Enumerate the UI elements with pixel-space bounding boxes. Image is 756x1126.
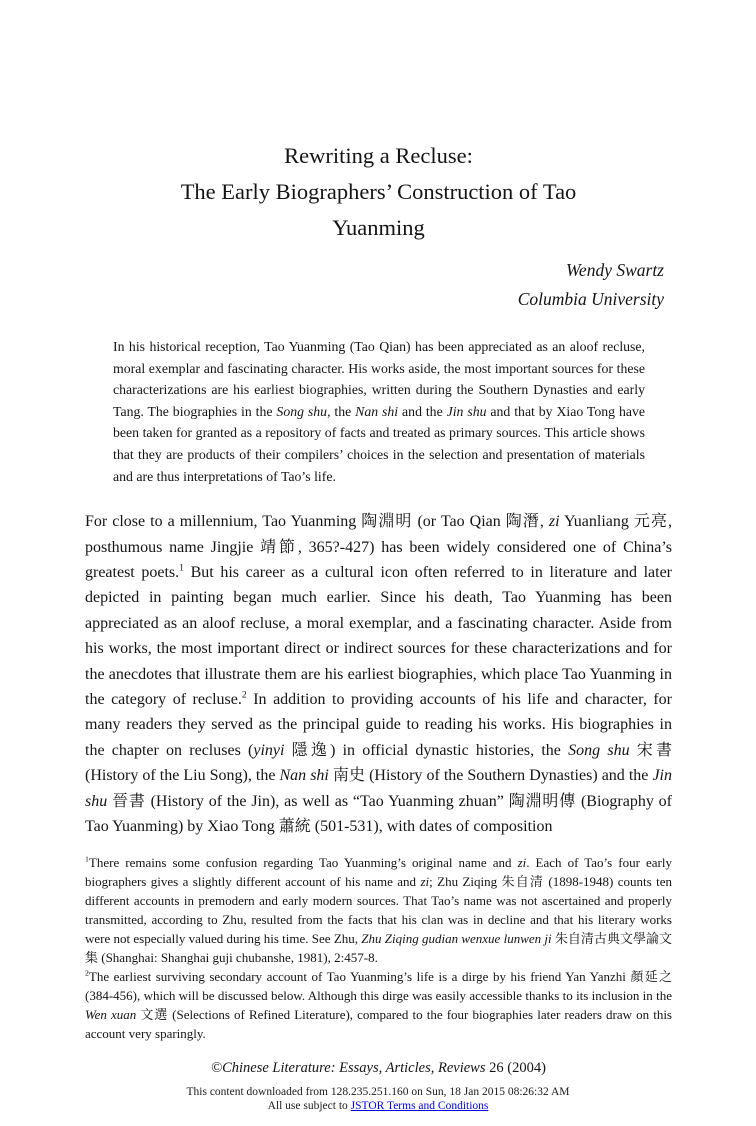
body-paragraph: For close to a millennium, Tao Yuanming 陶淵明 (or Tao Qian 陶潛, zi Yuanliang 元亮, posthumous name Jingjie 靖節, 365?-427) has been widely considered one of China’s greatest poets.$^1$ But his career as a cultural icon often referred to in literature and later depicted in painting began much earlier. Since his death, Tao Yuanming has been appreciated as an aloof recluse, a moral exemplar, and a fascinating character. Aside from his works, the most important direct or indirect sources for these characterizations and for the anecdotes that illustrate them are his earliest biographies, which place Tao Yuanming in the category of recluse.$^2$ In addition to providing accounts of his life and character, for many readers they served as the principal guide to reading his works. His biographies in the chapter on recluses (yinyi 隱逸) in official dynastic histories, the Song shu 宋書 (History of the Liu Song), the Nan shi 南史 (History of the Southern Dynasties) and the Jin shu 晉書 (History of the Jin), as well as “Tao Yuanming zhuan” 陶淵明傳 (Biography of Tao Yuanming) by Xiao Tong 蕭統 (501-531), with dates of composition — [85, 513, 673, 836]
journal-copyright-line: ©Chinese Literature: Essays, Articles, Reviews 26 (2004) — [211, 1060, 546, 1077]
terms-line-prefix: All use subject to — [267, 1100, 351, 1112]
terms-line — [0, 1099, 756, 1113]
author-name: Wendy Swartz — [565, 260, 664, 280]
footnotes-section — [85, 853, 672, 1043]
footnote-2: $^2$The earliest surviving secondary account of Tao Yuanming’s life is a dirge by his friend Yan Yanzhi 顏延之 (384-456), which will be discussed below. Although this dirge was easily accessible thanks to its inclusion in the Wen xuan 文選 (Selections of Refined Literature), compared to the four biographies later readers draw on this account very sparingly. — [85, 969, 672, 1042]
author-affiliation: Columbia University — [517, 289, 664, 309]
jstor-terms-link[interactable]: JSTOR Terms and Conditions — [350, 1100, 489, 1112]
page-content — [0, 138, 756, 1077]
byline — [85, 256, 672, 314]
title-line-3: Yuanming — [332, 215, 425, 240]
article-title — [85, 138, 672, 246]
download-info-line: This content downloaded from 128.235.251.160 on Sun, 18 Jan 2015 08:26:32 AM — [186, 1086, 570, 1098]
title-line-2: The Early Biographers’ Construction of Tao — [180, 179, 577, 204]
footnote-1: $^1$There remains some confusion regarding Tao Yuanming’s original name and zi. Each of Tao’s four early biographers gives a slightly different account of his name and zi; Zhu Ziqing 朱自清 (1898-1948) counts ten different accounts in premodern and early modern sources. That Tao’s name was not ascertained and properly transmitted, according to Zhu, resulted from the facts that his clan was in decline and that his literary works were not especially valued during his time. See Zhu, Zhu Ziqing gudian wenxue lunwen ji 朱自清古典文學論文集 (Shanghai: Shanghai guji chubanshe, 1981), 2:457-8. — [85, 855, 672, 966]
abstract-paragraph: In his historical reception, Tao Yuanming (Tao Qian) has been appreciated as an aloof recluse, moral exemplar and fascinating character. His works aside, the most important sources for these characterizations are his earliest biographies, written during the Southern Dynasties and early Tang. The biographies in the Song shu, the Nan shi and the Jin shu and that by Xiao Tong have been taken for granted as a repository of facts and treated as primary sources. This article shows that they are products of their compilers’ choices in the selection and presentation of materials and are thus interpretations of Tao’s life. — [113, 339, 646, 484]
jstor-download-footer — [0, 1085, 756, 1113]
title-line-1: Rewriting a Recluse: — [284, 143, 473, 168]
